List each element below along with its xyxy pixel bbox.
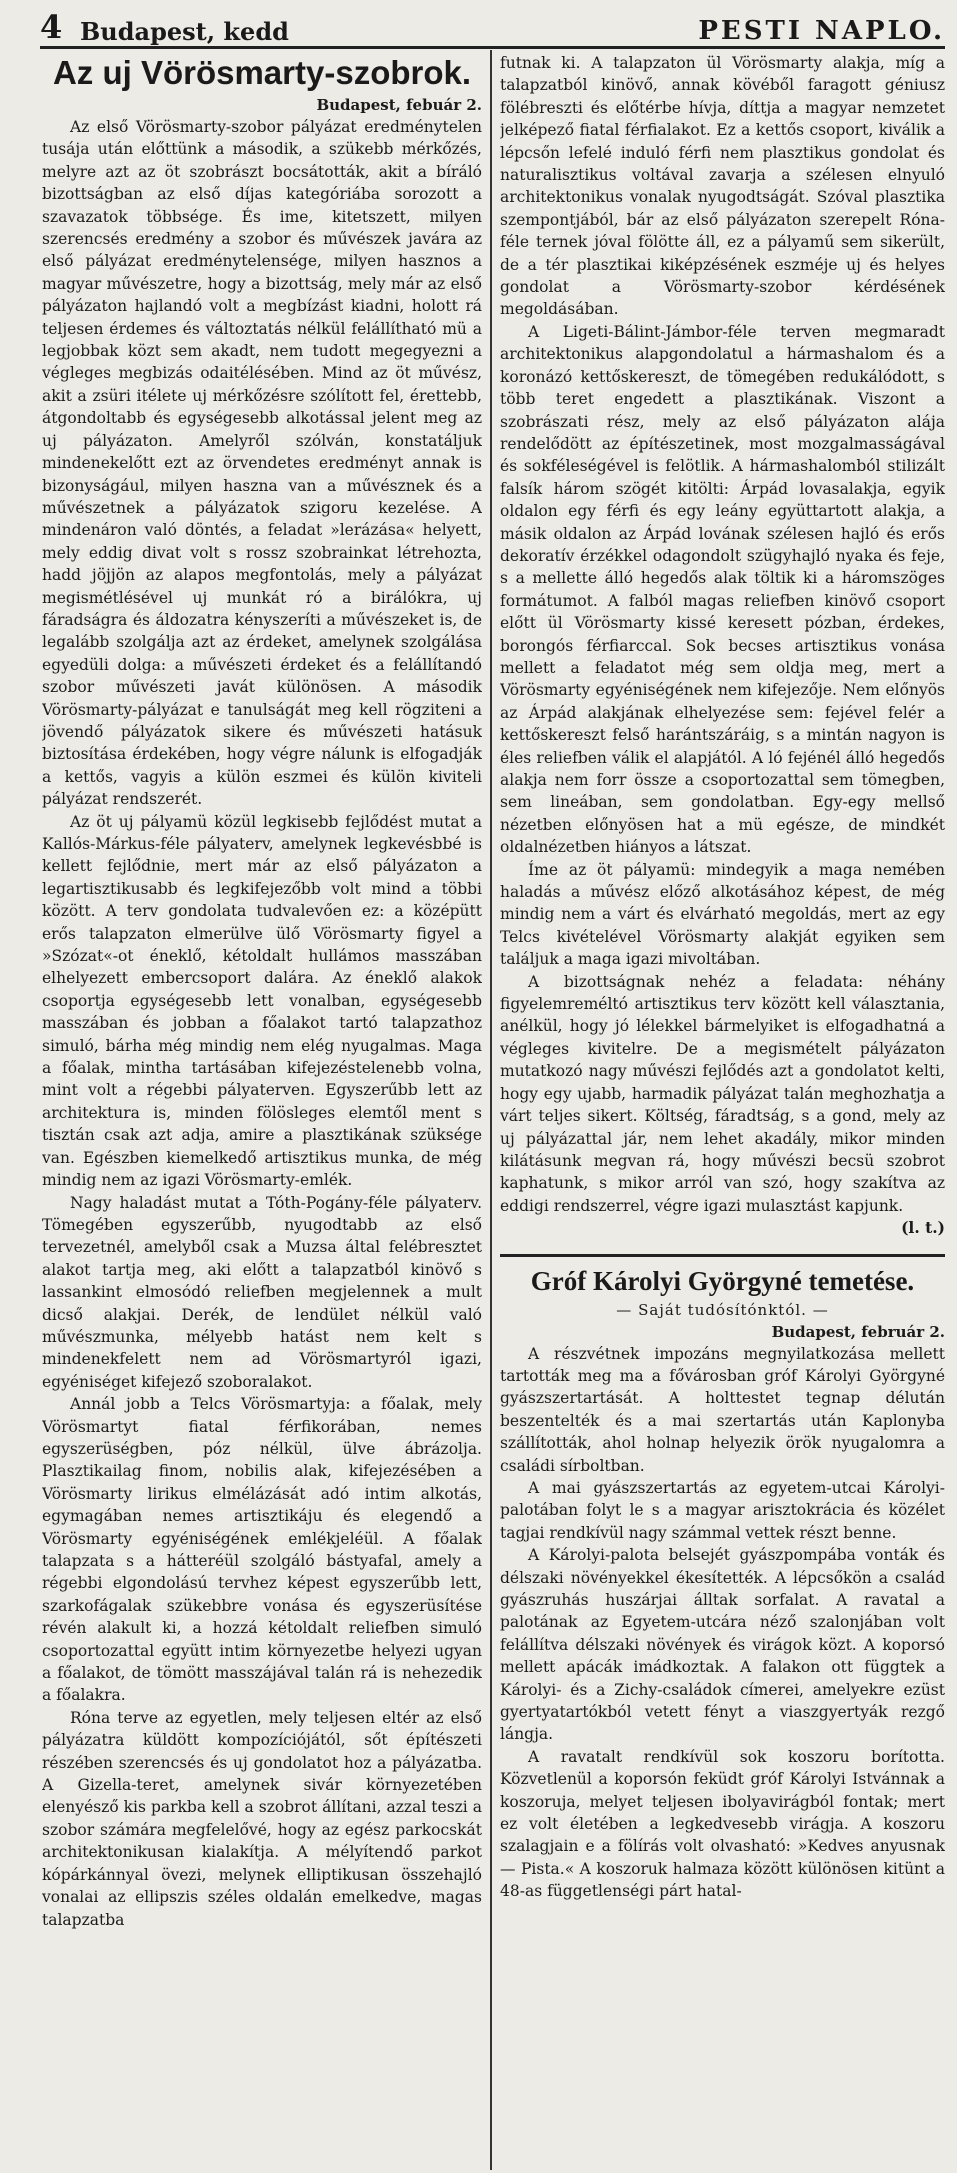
column-divider bbox=[490, 50, 492, 2170]
article-paragraph: Az első Vörösmarty-szobor pályázat eredménytelen tusája után előttünk a második, a szükebb mérkőzés, melyre azt az öt szobrászt bocsátották, akit a bíráló bizottságban az első díjas kategóriába sorozott a szavazatok többsége. És ime, kitetszett, milyen szerencsés eredmény a szobor és művészek javára az első pályázat eredménytelensége, milyen hasznos a magyar művészetre, hogy a bizottság, mely már az első pályázaton hajlandó volt a megbízást kiadni, holott rá teljesen érdemes és változtatás nélkül felállítható mü a legjobbak közt sem akadt, nem tudott megegyezni a végleges megbizás odaitélésében. Mind az öt művész, akit a zsüri itélete uj mérkőzésre szólított fel, érettebb, átgondoltabb és egységesebb alkotással jelent meg az uj pályázaton. Amelyről szólván, konstatáljuk mindenekelőtt ezt az örvendetes eredményt annak is bizonyságául, milyen haszna van a művésznek és a művészetnek a pályázatok szigoru kezelése. A mindenáron való döntés, a feladat »lerázása« helyett, mely eddig divat volt s rossz szobrainkat létrehozta, hadd jöjjön az alapos megfontolás, mely a pályázat megismétlésével uj munkát ró a birálókra, uj fáradságra és áldozatra kényszeríti a művészeket is, de legalább szolgálja azt az érdeket, amelynek szolgálása egyedüli dolga: a művészeti érdeket és a felállítandó szobor művészeti javát különösen. A második Vörösmarty-pályázat e tanulságát meg kell rögziteni a jövendő pályázatok sikere és művészeti hatásuk biztosítása érdekében, hogy végre nálunk is elfogadják a kettős, vagyis a külön eszmei és külön kiviteli pályázat rendszerét. bbox=[42, 118, 482, 809]
article-signature: (l. t.) bbox=[901, 1218, 945, 1238]
right-column bbox=[500, 52, 945, 2167]
obituary-paragraph: A mai gyászszertartás az egyetem-utcai Károlyi-palotában folyt le s a magyar arisztokrácia és közélet tagjai rendkívül nagy számmal vettek részt benne. bbox=[500, 1478, 945, 1542]
article-paragraph: Annál jobb a Telcs Vörösmartyja: a főalak, mely Vörösmartyt fiatal férfikorában, nemes egyszerüségben, póz nélkül, ülve ábrázolja. Plasztikailag finom, nobilis alak, kifejezésében a Vörösmarty lirikus elmélázását adó intim alkotás, egymagában nemes artisztikáju és elegendő a Vörösmarty egyéniségének emlékjeléül. A főalak talapzata s a hátteréül szolgáló bástyafal, amely a régebbi elgondolású tervhez képest egyszerűbb lett, szarkofágalak szükebbre vonása és egyszerüsítése révén alakult ki, a hozzá kétoldalt reliefben simuló csoportozattal együtt intim környezetbe helyezi ugyan a főalakot, de tömött masszájával talán rá is nehezedik a főalakra. bbox=[42, 1395, 482, 1705]
article-paragraph: Nagy haladást mutat a Tóth-Pogány-féle pályaterv. Tömegében egyszerűbb, nyugodtabb az első tervezetnél, amelyből csak a Muzsa által felébresztet alakot tartja meg, aki előtt a talapzatból kinövő s lassankint elmosódó reliefben megjelennek a mult dicső alakjai. Derék, de lendület nélkül való művészmunka, mélyebb hatást nem kelt s mindenekfelett nem ad Vörösmartyról igazi, egyéniséget kifejező szoboralakot. bbox=[42, 1193, 482, 1391]
article-dateline: Budapest, febuár 2. bbox=[316, 96, 482, 114]
newspaper-name: PESTI NAPLO. bbox=[698, 16, 945, 46]
article-paragraph: futnak ki. A talapzaton ül Vörösmarty alakja, míg a talapzatból kinövő, annak kövéből faragott géniusz fölébreszti és előtérbe hívja, díttja a magyar nemzetet jelképező fiatal férfialakot. Ez a kettős csoport, kiválik a lépcsőn lefelé induló férfi nem plasztikus gondolat és naturalisztikus voltával zavarja a szélesen elnyuló architektonikus vonalak nyugodtságát. Szóval plasztika szempontjából, bár az első pályázaton szerepelt Róna-féle ternek jóval fölötte áll, ez a pályamű sem sikerült, de a tér plasztikai kiképzésének eszméje uj és helyes gondolat a Vörösmarty-szobor kérdésének megoldásában. bbox=[500, 54, 945, 319]
page-header bbox=[40, 6, 945, 49]
obituary-dateline: Budapest, február 2. bbox=[771, 1322, 945, 1341]
obituary-paragraph: A részvétnek impozáns megnyilatkozása mellett tartották meg ma a fővárosban gróf Károlyi Györgyné gyászszertartását. A holttestet tegnap délután beszentelték és a mai szertartás után Kaplonyba szállították, ahol holnap helyezik örök nyugalomra a családi sírboltban. bbox=[500, 1344, 945, 1475]
article-title: Az uj Vörösmarty-szobrok. bbox=[52, 54, 472, 91]
header-city-date: Budapest, kedd bbox=[80, 17, 289, 46]
page-number: 4 bbox=[40, 8, 63, 46]
article-paragraph: Íme az öt pályamü: mindegyik a maga nemében haladás a művész előző alkotásához képest, de még mindig nem a várt és elvárható megoldás, mert az egy Telcs kivételével Vörösmarty alakját egyiken sem találjuk a maga igazi mivoltában. bbox=[500, 860, 945, 969]
article-paragraph: A Ligeti-Bálint-Jámbor-féle terven megmaradt architektonikus alapgondolatul a hármashalom és a koronázó kettőskereszt, de tömegében redukálódott, s több teret engedett a plasztikának. Viszont a szobrászati rész, mely az első pályázaton alája rendelődött az építészetinek, most mozgalmasságával és sokféleségével is felötlik. A hármashalomból stilizált falsík három szögét kitölti: Árpád lovasalakja, egyik oldalon egy férfi és egy leány együttartott alakja, a másik oldalon az Árpád lovának szélesen hajló és erős dekoratív érzékkel odagondolt szügyhajló nyaka és feje, s a mellette álló hegedős alak töltik ki a háromszöges formátumot. A falból magas reliefben kinövő csoport előtt ül Vörösmarty kissé keresett pózban, érdekes, borongós férfiarccal. Sok becses artisztikus vonása mellett a feladatot még sem oldja meg, mert a Vörösmarty egyéniségének nem kifejezője. Nem előnyös az Árpád alakjának elhelyezése sem: fejével felér a kettőskereszt felső harántszáráig, s a mintán nagyon is éles reliefben válik el alapjától. A ló fejénél álló hegedős alakja nem forr össze a csoportozattal sem tömegben, sem lineában, sem gondolatban. Egy-egy mellső nézetben előnyösen hat a mü egésze, de mindkét oldalnézetben hiányos a látszat. bbox=[500, 322, 945, 857]
obituary-title: Gróf Károlyi Györgyné temetése. bbox=[530, 1265, 915, 1296]
article-paragraph: Róna terve az egyetlen, mely teljesen eltér az első pályázatra küldött kompozíciójától, sőt építészeti részében szerencsés és uj gondolatot hoz a pályázatba. A Gizella-teret, amelynek sivár környezetében elenyésző kis parkba kell a szobrot állítani, azzal teszi a szobor számára megfelelővé, hogy az egész parkocskát architektonikusan kialakítja. A mélyítendő parkot kópárkánnyal övezi, melynek elliptikusan összehajló vonalai az ellipszis széles oldalán emelkedve, magas talapzatba bbox=[42, 1708, 482, 1929]
article-paragraph: Az öt uj pályamü közül legkisebb fejlődést mutat a Kallós-Márkus-féle pályaterv, amelynek legkevésbbé is kellett fejlődnie, mert már az első pályázaton a legartisztikusabb és legkifejezőbb volt mind a többi között. A terv gondolata tudvalevően ez: a középütt erős talapzaton elmerülve ülő Vörösmarty figyel a »Szózat«-ot éneklő, kétoldalt hullámos masszában elhelyezett embercsoport dalára. Az éneklő alakok csoportja egységesebb lett vonalban, egységesebb masszában és jobban a főalakot tartó talapzathoz simuló, bárha még mindig nem elég nyugalmas. Maga a főalak, mintha tartásában kifejezéstelenebb volna, mint volt a régebbi pályaterven. Egyszerűbb lett az architektura is, minden fölösleges elemtől ment s tisztán csak azt adja, amire a plasztikának szüksége van. Egészben kiemelkedő artisztikus munka, de még mindig nem az igazi Vörösmarty-emlék. bbox=[42, 812, 482, 1190]
left-column bbox=[42, 52, 482, 2167]
section-rule bbox=[500, 1254, 945, 1257]
article-paragraph: A bizottságnak nehéz a feladata: néhány figyelemreméltó artisztikus terv között kell választania, anélkül, hogy jó lélekkel bármelyiket is elfogadhatná a végleges kivitelre. De a megismételt pályázaton mutatkozó nagy művészi fejlődés azt a gondolatot kelti, hogy egy ujabb, harmadik pályázat talán meghozhatja a várt teljes sikert. Költség, fáradtság, s a gond, mely az uj pályázattal jár, nem lehet akadály, mikor minden kilátásunk megvan rá, hogy művészi becsü szobrot kaphatunk, s mikor arról van szó, hogy szakítva az eddigi rendszerrel, végre igazi mulasztást kapjunk. bbox=[500, 972, 945, 1215]
obituary-paragraph: A Károlyi-palota belsejét gyászpompába vonták és délszaki növényekkel ékesítették. A lépcsőkön a család gyászruhás huszárjai álltak sorfalat. A ravatal a palotának az Egyetem-utcára néző szalonjában volt felállítva délszaki növények és virágok közt. A koporsó mellett apácák imádkoztak. A falakon ott függtek a Károlyi- és a Zichy-családok címerei, amelyekre ezüst gyertyatartókból vetett fényt a viaszgyertyák rezgő lángja. bbox=[500, 1546, 945, 1744]
obituary-subhead: — Saját tudósítónktól. — bbox=[616, 1300, 829, 1319]
obituary-paragraph: A ravatalt rendkívül sok koszoru borította. Közvetlenül a koporsón feküdt gróf Károlyi Istvánnak a koszoruja, melyet teljesen ibolyavirágból fontak; mert ez volt életében a legkedvesebb virágja. A koszoru szalagjain e a fölírás volt olvasható: »Kedves anyusnak — Pista.« A koszoruk halmaza között különösen kitünt a 48-as függetlenségi párt hatal- bbox=[500, 1747, 945, 1901]
